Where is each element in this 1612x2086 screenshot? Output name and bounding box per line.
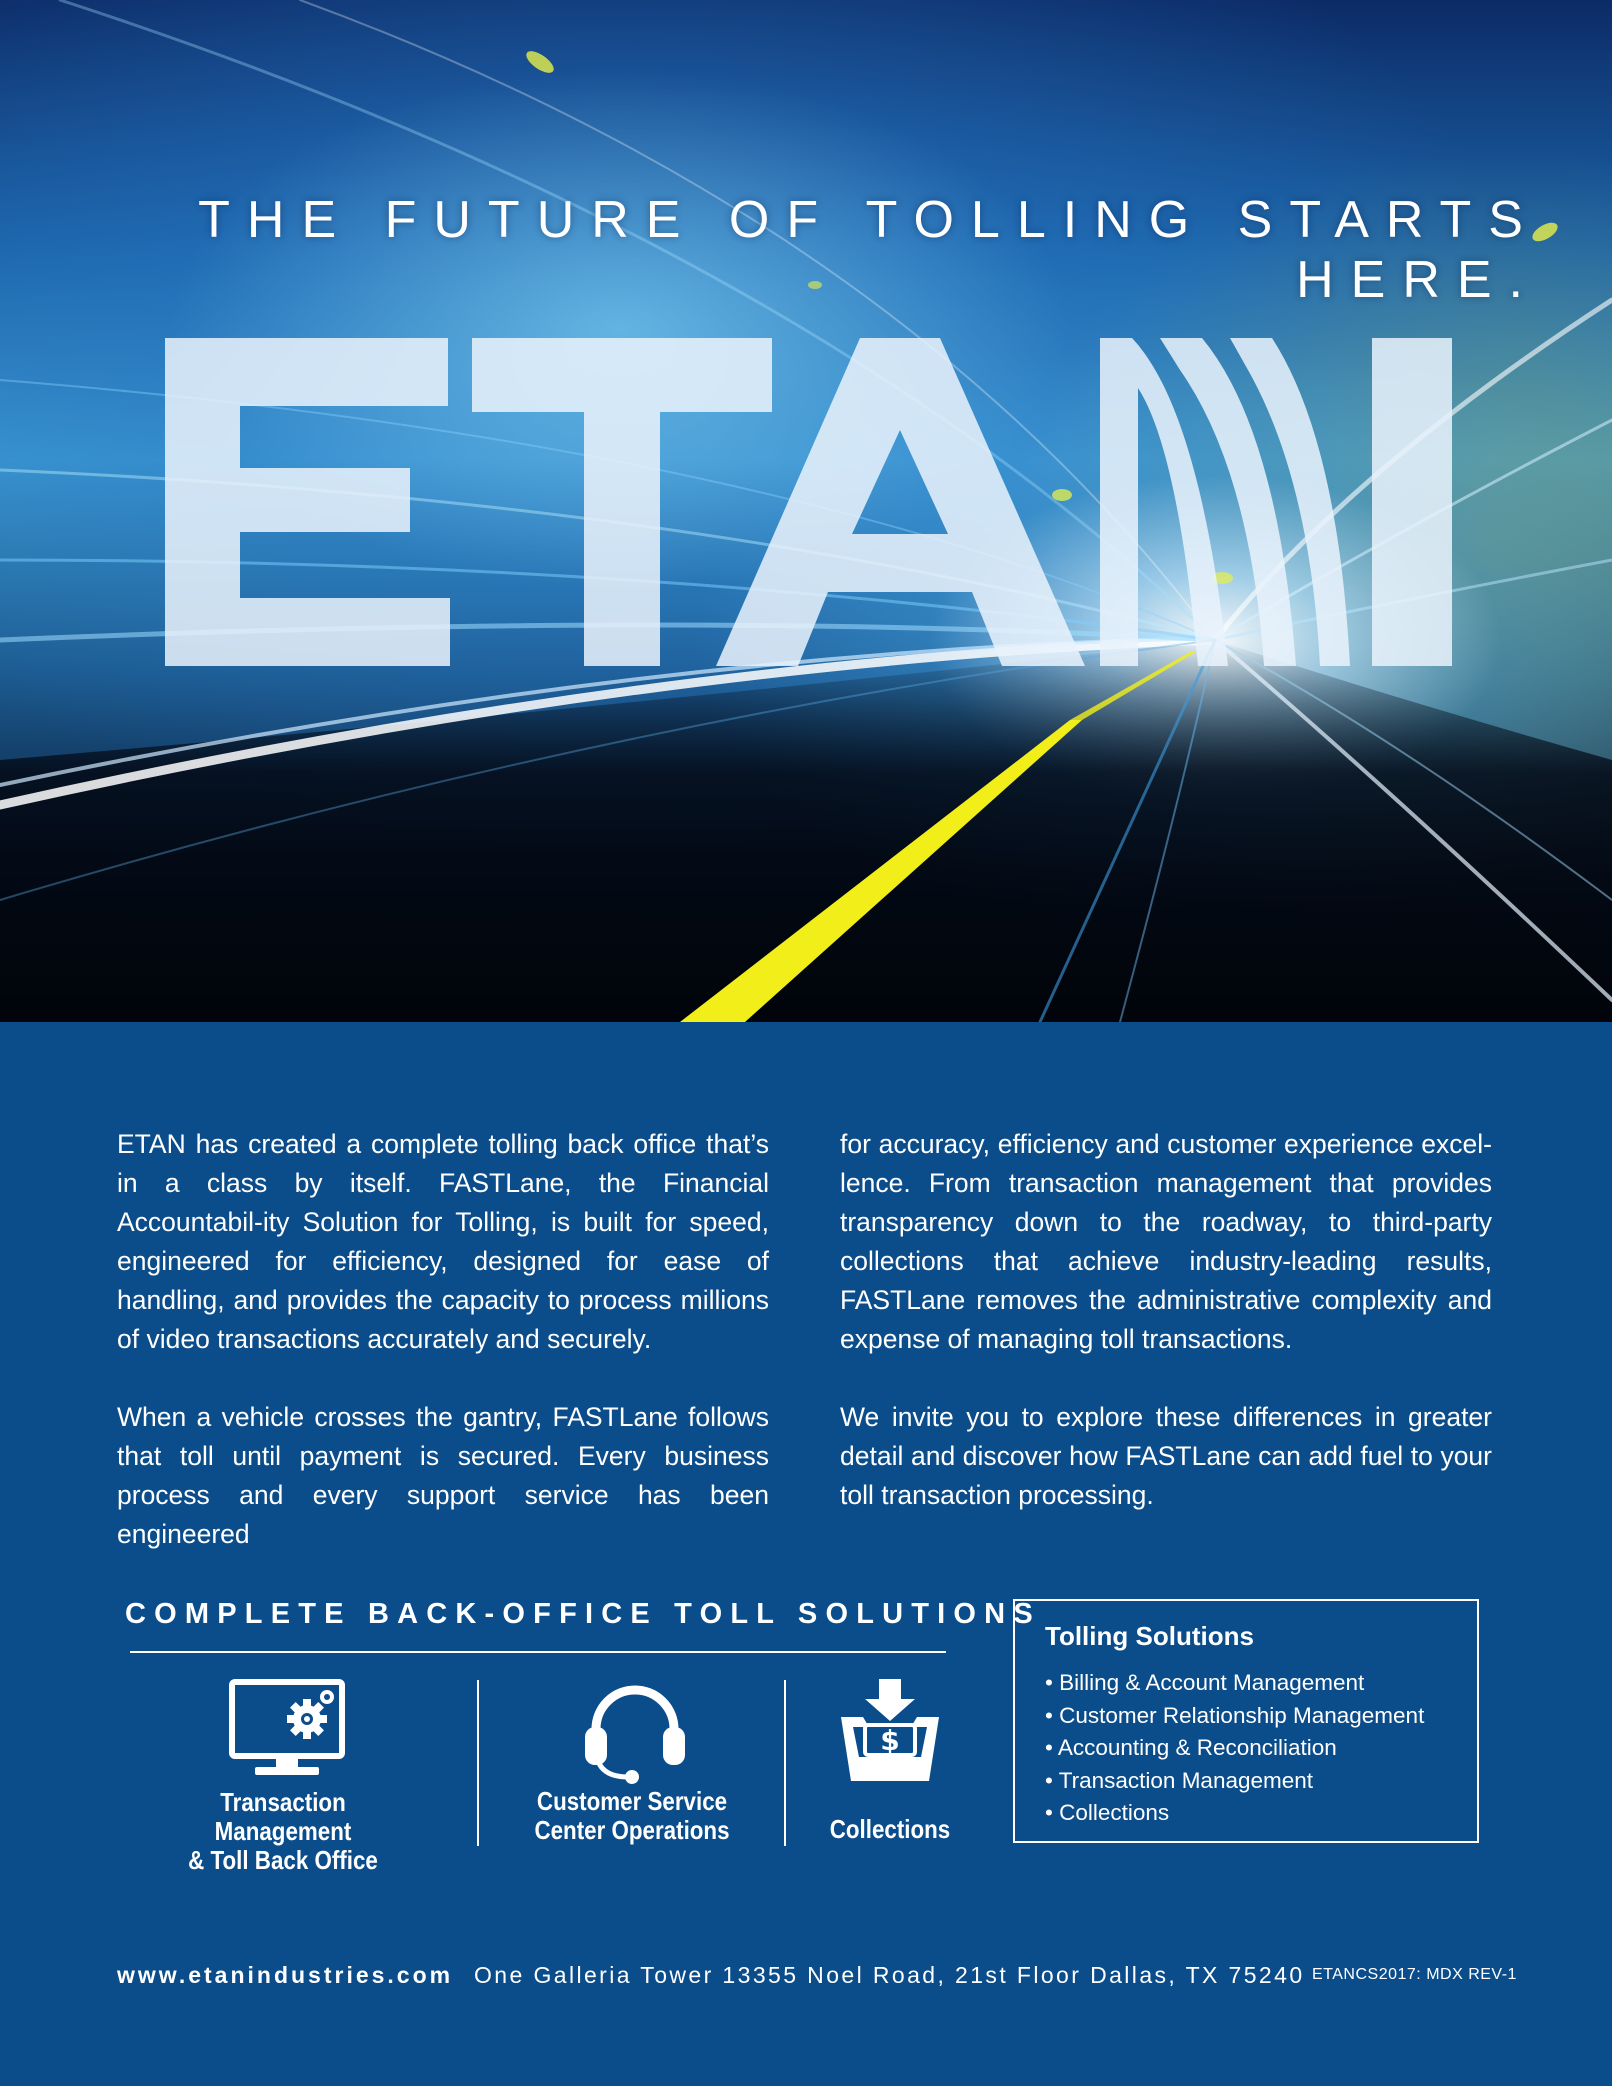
tile-label: Transaction Management & Toll Back Office (188, 1787, 378, 1875)
body-paragraph: We invite you to explore these differences in greater detail and discover how FASTLane can add fuel to your toll transaction processing. (840, 1402, 1492, 1510)
tile-divider (784, 1680, 786, 1846)
tile-transaction-management (128, 1675, 438, 1875)
body-column-left (117, 1125, 769, 1593)
tile-collections (800, 1675, 980, 1855)
tile-label: Customer Service Center Operations (534, 1786, 730, 1845)
tolling-solutions-box (1013, 1599, 1479, 1843)
list-item: • Customer Relationship Management (1045, 1702, 1425, 1728)
tile-label: Collections (829, 1814, 951, 1844)
tolling-solutions-list (1045, 1667, 1424, 1830)
money-tray-icon (835, 1677, 945, 1787)
headset-icon (582, 1681, 688, 1785)
hero-banner (0, 0, 1612, 1022)
website-link[interactable]: www.etanindustries.com (117, 1962, 454, 1988)
list-item: • Billing & Account Management (1045, 1670, 1365, 1695)
tile-customer-service (500, 1675, 764, 1855)
list-item: • Collections (1045, 1800, 1170, 1825)
body-column-right (840, 1125, 1492, 1554)
etan-logo-graphic (160, 330, 1460, 670)
document-code: ETANCS2017: MDX REV-1 (1312, 1966, 1517, 1983)
tagline: THE FUTURE OF TOLLING STARTS HERE. (198, 191, 1540, 309)
list-item: • Accounting & Reconciliation (1045, 1735, 1337, 1760)
svg-text:$: $ (880, 1724, 900, 1757)
body-paragraph: ETAN has created a complete tolling back office that’s in a class by itself. FASTLane, the Financial Accountabil-ity Solution for Tolling, is built for speed, engineered for efficiency, designed for ease of handling, and provides the capacity to process millions of video transactions accurately and securely. (117, 1129, 769, 1354)
body-paragraph: When a vehicle crosses the gantry, FASTLane follows that toll until payment is secured. Every business process and every support service has been engineered (117, 1402, 769, 1549)
heading-divider (130, 1651, 946, 1653)
tile-divider (477, 1680, 479, 1846)
list-item: • Transaction Management (1045, 1767, 1314, 1793)
solutions-heading: COMPLETE BACK-OFFICE TOLL SOLUTIONS (125, 1598, 1041, 1630)
monitor-gear-icon (229, 1679, 345, 1779)
tolling-solutions-title: Tolling Solutions (1045, 1621, 1254, 1651)
footer (0, 1962, 1612, 1992)
body-paragraph: for accuracy, efficiency and customer experience excel-lence. From transaction management that provides transparency down to the roadway, to third-party collections that achieve industry-leading results, FASTLane removes the administrative complexity and expense of managing toll transactions. (840, 1129, 1492, 1354)
address: One Galleria Tower 13355 Noel Road, 21st Floor Dallas, TX 75240 (474, 1962, 1305, 1988)
etan-logo (160, 330, 1460, 670)
